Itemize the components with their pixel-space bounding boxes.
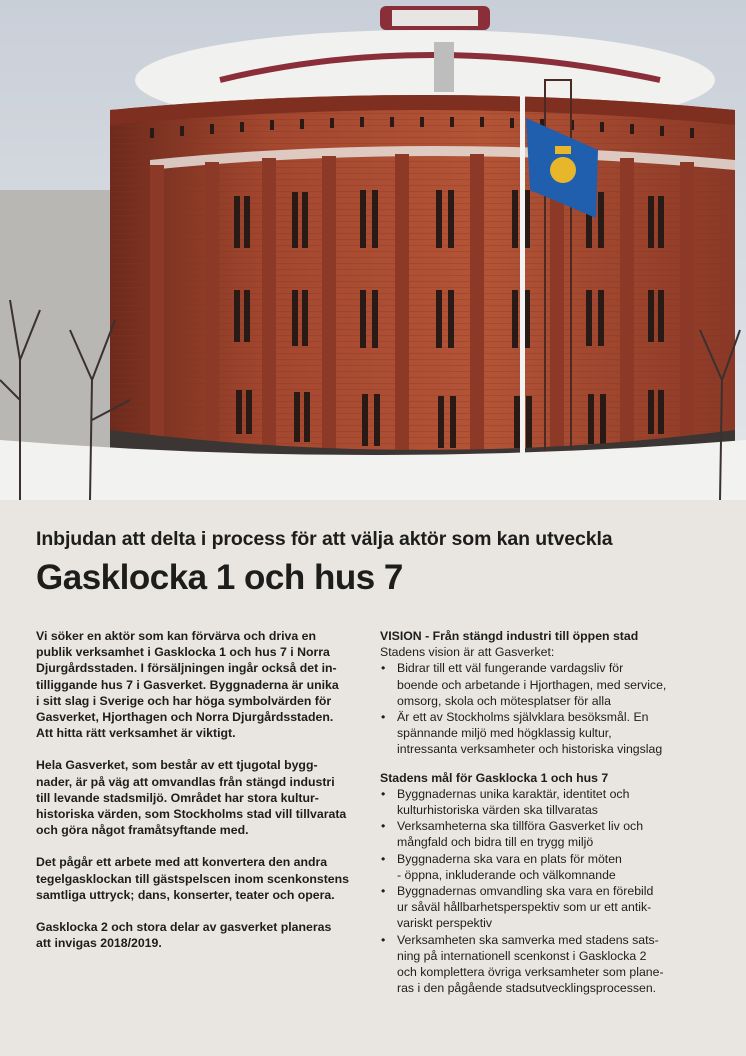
goals-list-item: • Byggnaderna ska vara en plats för möten - öppna, inkluderande och välkomnande bbox=[380, 851, 725, 883]
document-subtitle: Inbjudan att delta i process för att välja aktör som kan utveckla bbox=[36, 528, 613, 550]
vision-heading: VISION - Från stängd industri till öppen stad bbox=[380, 629, 639, 643]
gasometer-photo bbox=[0, 0, 746, 500]
goals-list-item: • Byggnadernas omvandling ska vara en förebild ur såväl hållbarhetsperspektiv som ur ett antik- variskt perspektiv bbox=[380, 883, 725, 932]
vision-column bbox=[380, 628, 725, 1008]
vision-list bbox=[380, 660, 725, 757]
vision-list-item: • Är ett av Stockholms självklara besöksmål. En spännande miljö med högklassig kultur, intressanta verksamheter och historiska vingslag bbox=[380, 709, 725, 758]
gasometer-illustration bbox=[0, 0, 746, 500]
document-title: Gasklocka 1 och hus 7 bbox=[36, 558, 403, 597]
goals-heading: Stadens mål för Gasklocka 1 och hus 7 bbox=[380, 770, 609, 785]
intro-paragraph: Det pågår ett arbete med att konvertera den andra tegelgasklockan till gästspelscen inom scenkonstens samtliga uttryck; dans, konserter, teater och opera. bbox=[36, 855, 350, 902]
intro-paragraph: Vi söker en aktör som kan förvärva och driva en publik verksamhet i Gasklocka 1 och hus 7 i Norra Djurgårdsstaden. I försäljningen ingår också det in- tilliggande hus 7 i Gasverket. Byggnaderna är unika i sitt slag i Sverige och har höga symbolvärden för Gasverket, Hjorthagen och Norra Djurgårdsstaden. Att hitta rätt verksamhet är viktigt. bbox=[36, 629, 339, 741]
goals-list-item: • Byggnadernas unika karaktär, identitet och kulturhistoriska värden ska tillvaratas bbox=[380, 786, 725, 818]
goals-list-item: • Verksamheten ska samverka med stadens sats- ning på internationell scenkonst i Gasklocka 2 och komplettera övriga verksamheter som plane- ras i den pågående stadsutvecklingsprocessen. bbox=[380, 932, 725, 997]
vision-list-item: • Bidrar till ett väl fungerande vardagsliv för boende och arbetande i Hjorthagen, med service, omsorg, skola och mötesplatser för alla bbox=[380, 660, 725, 709]
goals-section bbox=[380, 770, 725, 997]
intro-paragraph: Hela Gasverket, som består av ett tjugotal bygg- nader, är på väg att omvandlas från stängd industri till levande stadsmiljö. Området har stora kultur- historiska värden, som Stockholms stad vill tillvarata och göra något framåtsyftande med. bbox=[36, 758, 347, 838]
intro-column bbox=[36, 628, 366, 967]
vision-intro: Stadens vision är att Gasverket: bbox=[380, 645, 555, 660]
goals-list bbox=[380, 786, 725, 997]
intro-paragraph: Gasklocka 2 och stora delar av gasverket planeras att invigas 2018/2019. bbox=[36, 920, 332, 951]
goals-list-item: • Verksamheterna ska tillföra Gasverket liv och mångfald och bidra till en trygg miljö bbox=[380, 818, 725, 850]
